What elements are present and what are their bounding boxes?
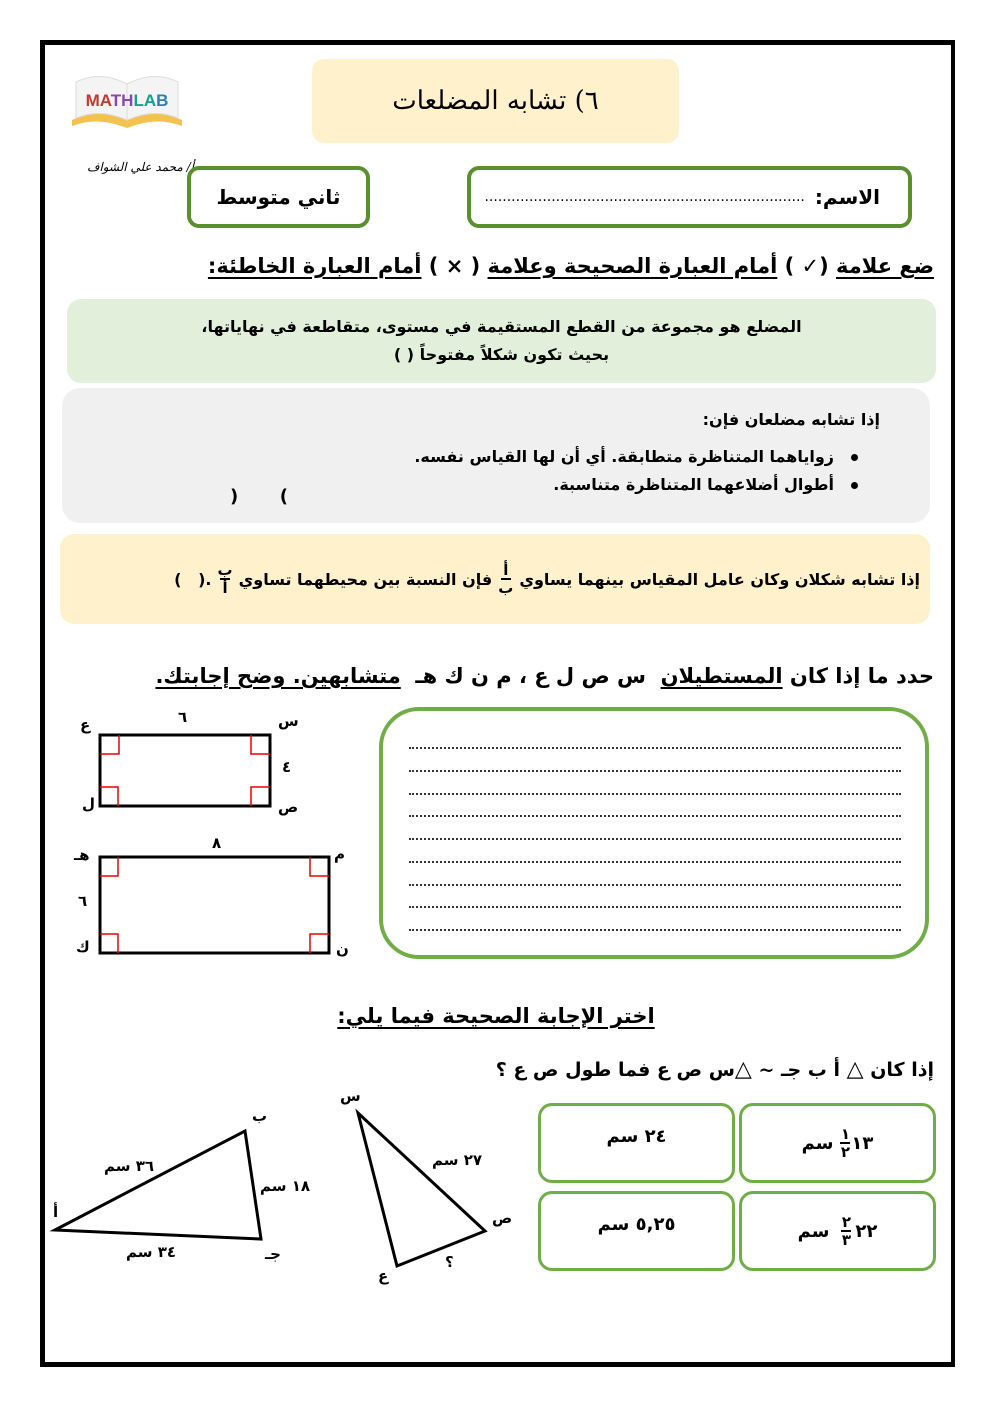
vertex-label: ب: [252, 1107, 268, 1125]
question-similar-polygons: [62, 388, 930, 523]
unknown-side: ؟: [445, 1253, 454, 1271]
question-text: س ص ع فما طول ص ع ؟: [495, 1059, 735, 1081]
side-length: ٢٧ سم: [432, 1151, 483, 1169]
grade-label: ثاني متوسط: [216, 185, 341, 209]
vertex-label: ل: [82, 795, 96, 813]
option-label: ٥,٢٥ سم: [597, 1214, 676, 1235]
question-text: إذا كان: [870, 1059, 934, 1081]
question-text: فإن النسبة بين محيطهما تساوي: [238, 569, 493, 589]
vertex-label: ع: [378, 1267, 389, 1285]
fraction-b-over-a: [218, 562, 233, 596]
vertex-label: ن: [336, 940, 349, 958]
heading-text: المستطيلان: [660, 664, 783, 688]
true-false-heading: [208, 254, 934, 278]
option-unit: سم: [801, 1132, 834, 1154]
vertex-label: جـ: [265, 1245, 281, 1263]
answer-line[interactable]: [409, 861, 901, 863]
question-text-line1: المضلع هو مجموعة من القطع المستقيمة في مستوى، متقاطعة في نهاياتها،: [201, 317, 802, 336]
heading-text: متشابهين. وضح إجابتك.: [155, 664, 401, 688]
answer-line[interactable]: [409, 747, 901, 749]
option-fraction: [840, 1126, 850, 1160]
answer-line[interactable]: [409, 906, 901, 908]
side-length: ٦: [178, 708, 188, 726]
numerator: ٢: [841, 1213, 851, 1231]
vertex-label: م: [334, 845, 345, 863]
answer-blank[interactable]: [230, 486, 288, 507]
heading-text: أمام العبارة الخاطئة:: [207, 254, 422, 278]
denominator: ٢: [840, 1143, 850, 1161]
triangles-diagram: [40, 1085, 530, 1295]
answer-line[interactable]: [409, 770, 901, 772]
triangle-icon: △: [846, 1057, 864, 1082]
question-perimeter-ratio: [60, 534, 930, 624]
triangle-icon: △: [734, 1057, 752, 1082]
answer-line[interactable]: [409, 884, 901, 886]
numerator: ١: [840, 1125, 850, 1143]
vertex-label: ص: [278, 798, 299, 816]
question-text-line2[interactable]: بحيث تكون شكلاً مفتوحاً ( ): [393, 345, 610, 364]
vertex-label: هـ: [74, 846, 90, 864]
answer-line[interactable]: [409, 815, 901, 817]
option-13-half[interactable]: [739, 1103, 936, 1183]
vertex-label: س: [278, 712, 299, 730]
option-5-25[interactable]: [538, 1191, 735, 1271]
answer-line[interactable]: [409, 838, 901, 840]
question-text: أ ب جـ ~: [758, 1059, 841, 1081]
option-fraction: [841, 1214, 851, 1248]
side-length: ٤: [282, 758, 292, 776]
list-item: زواياهما المتناظرة متطابقة. أي أن لها القياس نفسه.: [414, 443, 858, 471]
side-length: ٦: [78, 892, 88, 910]
option-whole: ٢٢: [855, 1220, 878, 1242]
fraction-a-over-b: [498, 562, 513, 596]
vertex-label: أ: [53, 1203, 59, 1221]
rectangles-heading: [155, 664, 934, 688]
rectangles-diagram: [60, 700, 370, 970]
multiple-choice-heading: [0, 1004, 992, 1028]
numerator: أ: [503, 561, 509, 579]
vertex-label: س: [340, 1087, 361, 1105]
question-polygon-definition: [67, 299, 936, 383]
answer-line[interactable]: [409, 793, 901, 795]
heading-text: حدد ما إذا كان: [782, 664, 934, 688]
question-lead: إذا تشابه مضلعان فإن:: [702, 410, 880, 429]
side-length: ٨: [212, 834, 222, 852]
grade-box: [187, 166, 370, 228]
svg-text:MATHLAB: MATHLAB: [85, 91, 169, 110]
paren-close: ): [279, 486, 288, 507]
cross-mark-icon: ( × ): [421, 254, 488, 278]
name-label: الاسم:: [814, 185, 880, 209]
vertex-label: ك: [76, 938, 90, 956]
side-length: ١٨ سم: [260, 1177, 311, 1195]
heading-text: س ص ل ع ، م ن ك هـ: [400, 664, 661, 688]
worksheet-title: ٦) تشابه المضلعات: [312, 59, 679, 143]
numerator: ب: [217, 561, 233, 579]
option-unit: سم: [797, 1220, 830, 1242]
name-blank[interactable]: ........................................................................: [484, 189, 805, 205]
condition-list: [414, 443, 858, 499]
math-lab-logo: [68, 62, 186, 136]
answer-line[interactable]: [409, 929, 901, 931]
check-mark-icon: (✓ ): [777, 254, 837, 278]
denominator: ب: [498, 579, 514, 597]
side-length: ٣٤ سم: [126, 1243, 177, 1261]
option-whole: ١٣: [851, 1132, 874, 1154]
heading-text: اختر الإجابة الصحيحة فيما يلي:: [337, 1004, 655, 1028]
option-label: ٢٤ سم: [606, 1126, 667, 1147]
denominator: ٣: [841, 1231, 851, 1249]
denominator: أ: [222, 579, 228, 597]
heading-text: أمام العبارة الصحيحة وعلامة: [487, 254, 778, 278]
similar-triangles-question: [496, 1057, 934, 1082]
explanation-answer-area[interactable]: [379, 707, 929, 959]
list-item: أطوال أضلاعهما المتناظرة متناسبة.: [414, 471, 858, 499]
option-22-two-thirds[interactable]: [739, 1191, 936, 1271]
answer-blank[interactable]: .( ): [174, 569, 212, 589]
question-text: إذا تشابه شكلان وكان عامل المقياس بينهما يساوي: [519, 569, 920, 589]
student-name-field[interactable]: [467, 166, 912, 228]
option-24[interactable]: [538, 1103, 735, 1183]
paren-open: (: [230, 486, 239, 507]
vertex-label: ص: [492, 1209, 513, 1227]
author-name: أ/ محمد علي الشواف: [86, 160, 194, 174]
heading-text: ضع علامة: [836, 254, 934, 278]
vertex-label: ع: [80, 716, 91, 734]
side-length: ٣٦ سم: [104, 1157, 155, 1175]
